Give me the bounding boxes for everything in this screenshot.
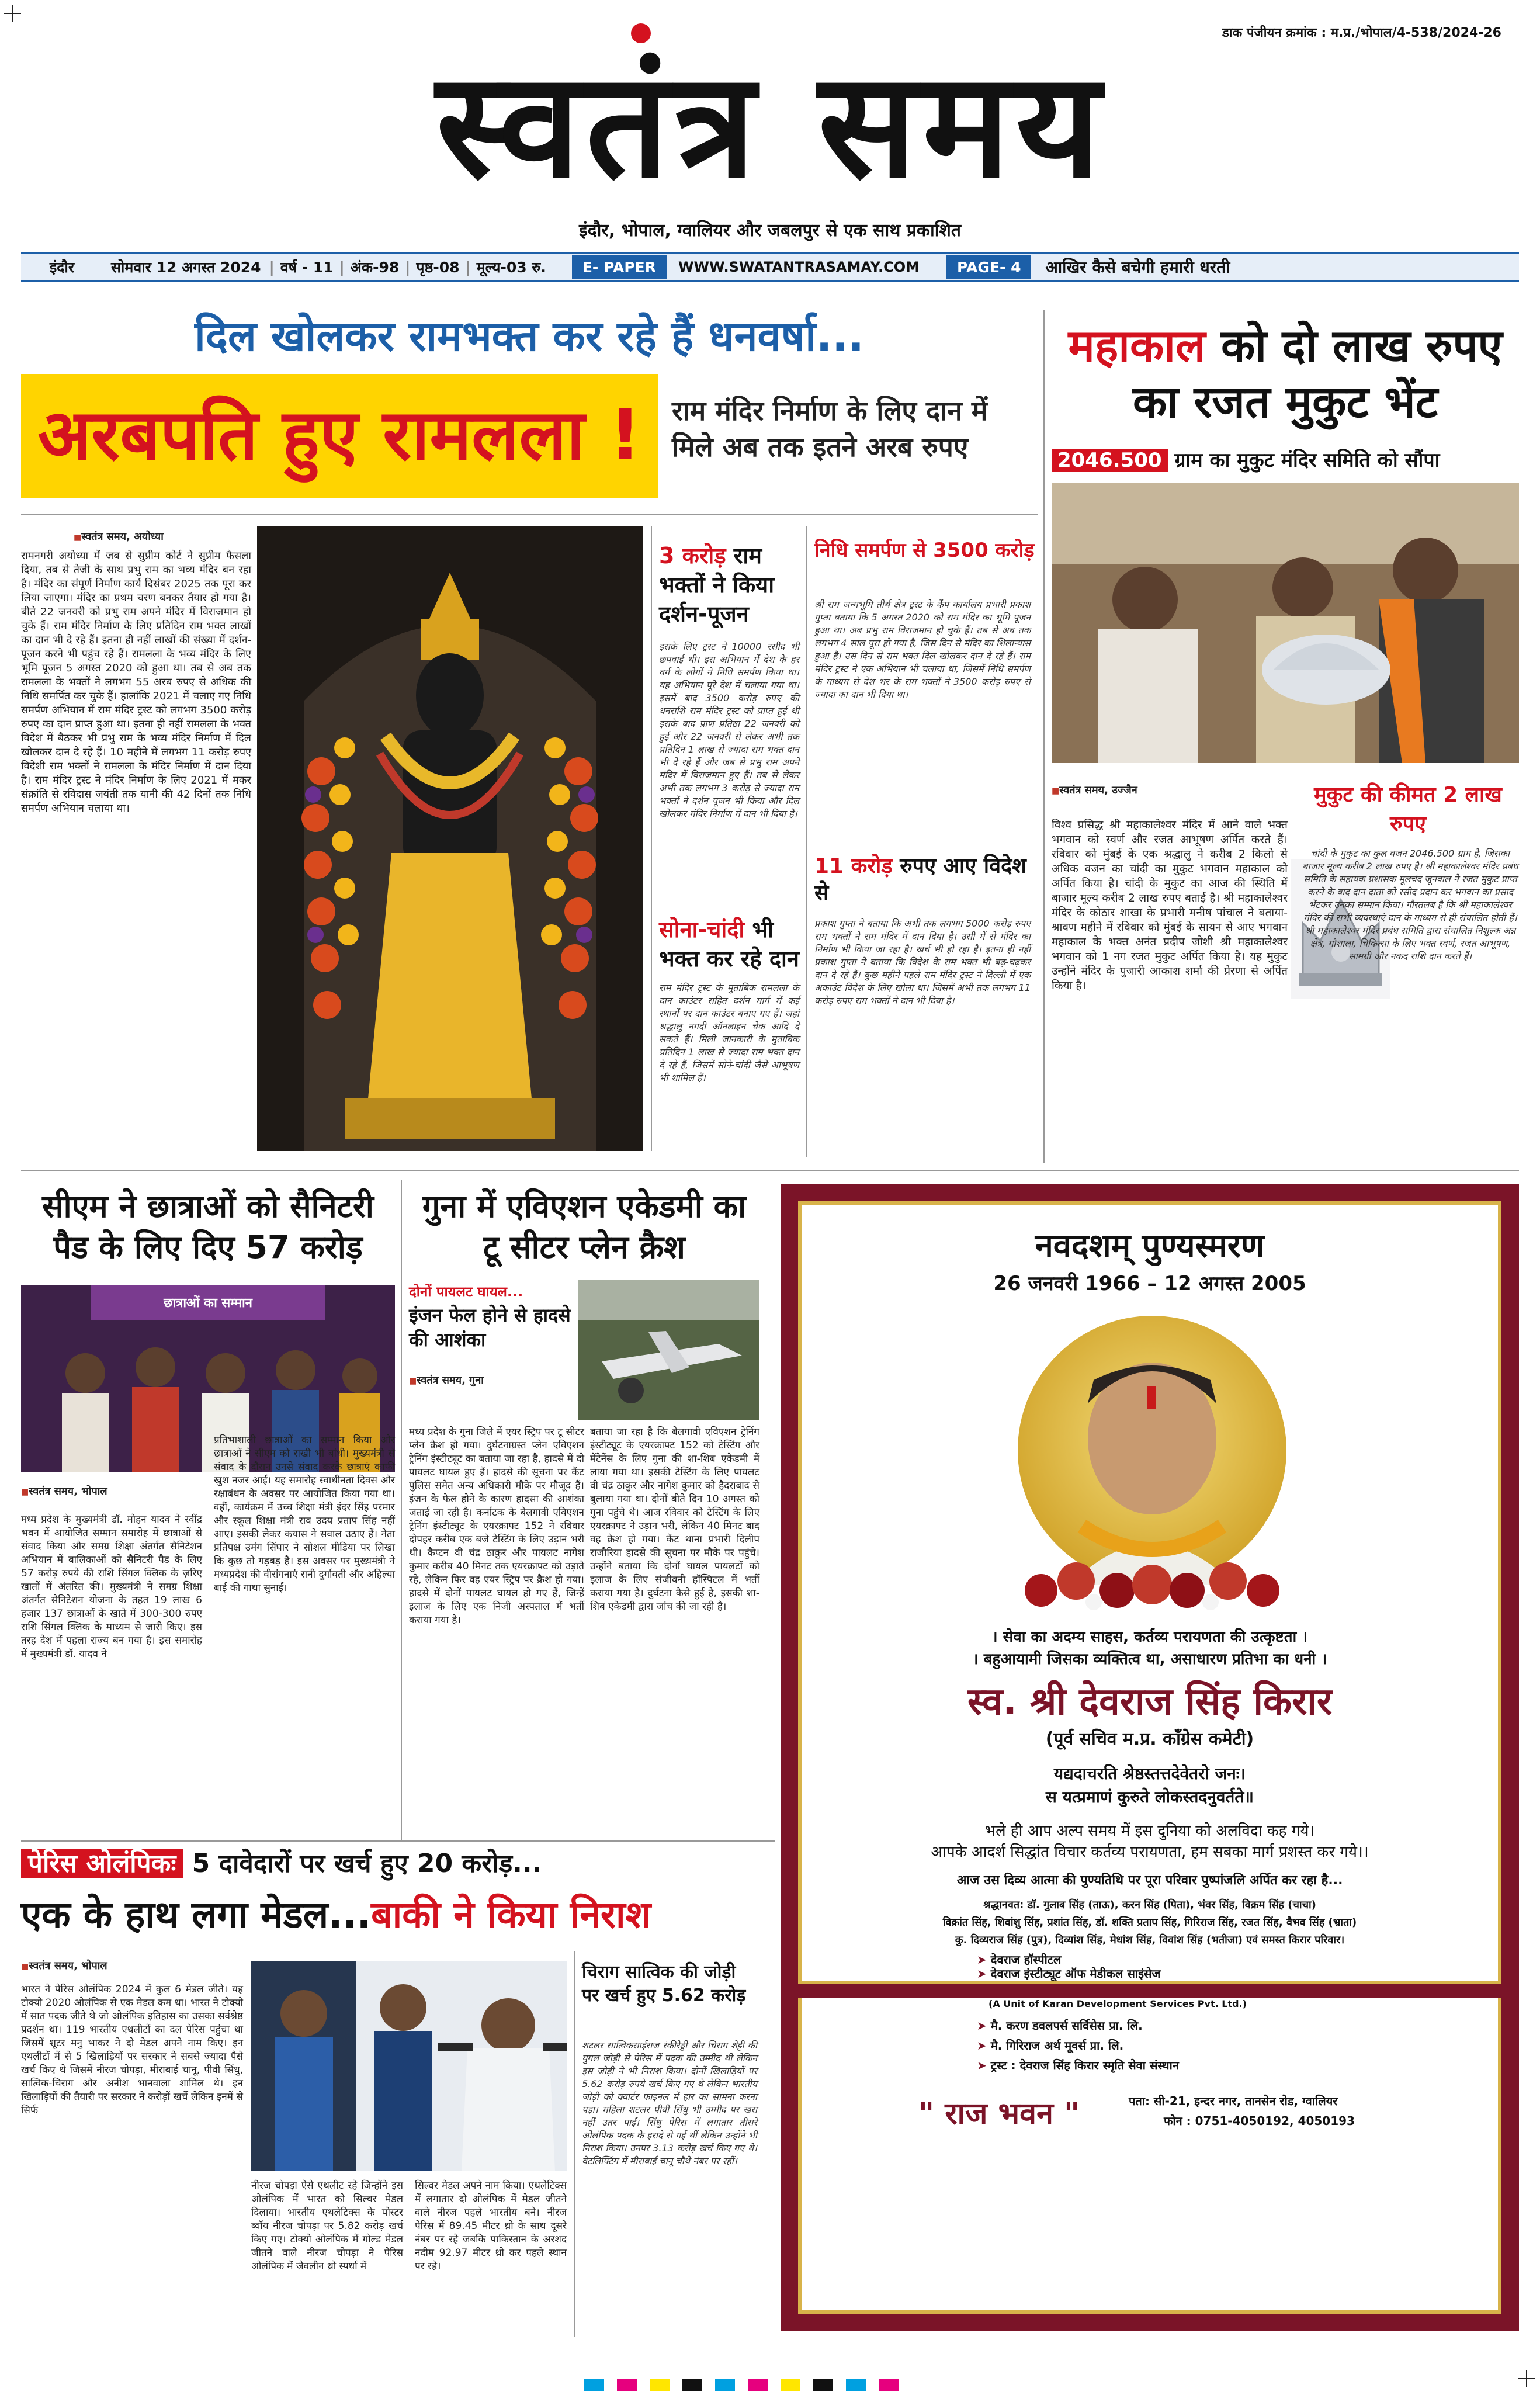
sub2-highlight: सोना-चांदी	[659, 917, 745, 942]
paris-kicker-b: 5 दावेदारों पर खर्च हुए 20 करोड़...	[183, 1849, 542, 1878]
epaper-badge[interactable]: E- PAPER	[572, 255, 667, 279]
memorial-title: नवदशम् पुण्यस्मरण	[1035, 1227, 1265, 1265]
guna-col1: मध्य प्रदेश के गुना जिले में एयर स्ट्रिप पर टू सीटर प्लेन क्रैश हो गया। दुर्घटनाग्रस्त प्लेन एविएशन ट्रेनिंग इंस्टीट्यूट का बताया जा रहा है, हादसे में दो पायलट घायल हुए हैं। हादसे की सूचना पर कैंट पुलिस समेत अन्य अधिकारी मौके पर मौजूद हैं। इंजन के फेल होने के कारण हादसा की आशंका जताई जा रही है। कर्नाटक के बेलगावी एविएशन ट्रेनिंग इंस्टीट्यूट के एयरक्राफ्ट 152 ने रविवार दोपहर करीब एक बजे टेस्टिंग के लिए उड़ान भरी थी। कैप्टन वी चंद्र ठाकुर और पायलट नागेश कुमार करीब 40 मिनट तक एयरक्राफ्ट को उड़ाते रहे, लेकिन फिर वह एयर स्ट्रिप पर क्रैश हो गया। हादसे में दोनों पायलट घायल हो गए हैं, जिन्हें इलाज के लिए एक निजी अस्पताल में भर्ती कराया गया है।	[409, 1426, 588, 1626]
institutions-list	[977, 1953, 1339, 1981]
divider	[21, 1840, 775, 1842]
ram-sub4-body: प्रकाश गुप्ता ने बताया कि अभी तक लगभग 5000 करोड़ रुपए राम भक्तों ने राम मंदिर में दान दिया है। उसी में से मंदिर का निर्माण भी किया जा रहा है। खर्च भी हो रहा है। इतना ही नहीं प्रकाश गुप्ता ने बताया कि विदेश के राम भक्त भी बढ़-चढ़कर दान दे रहे हैं। कुछ महीने पहले राम मंदिर ट्रस्ट ने दिल्ली में एक अकाउंट विदेश के लिए खोला था। जिसमें अभी तक लगभग 11 करोड़ रुपए राम भक्तों ने दान भी दिया है।	[814, 918, 1034, 1006]
ad-address: पता: सी-21, इन्दर नगर, तानसेन रोड, ग्वालियर	[1129, 2094, 1338, 2108]
institution-4: ➤ मै. गिरिराज अर्थ मूवर्स प्रा. लि.	[977, 2039, 1124, 2053]
memorial-name: स्व. श्री देवराज सिंह किरार	[967, 1680, 1333, 1724]
tribute-line-1: भले ही आप अल्प समय में इस दुनिया को अलविदा कह गये।	[984, 1822, 1315, 1840]
color-calibration-bar	[584, 2379, 993, 2392]
raj-bhavan-label: " राज भवन "	[918, 2096, 1080, 2131]
tribute-line-2: आपके आदर्श सिद्धांत विचार कर्तव्य परायणता, हम सबका मार्ग प्रशस्त कर गये।।	[931, 1843, 1369, 1861]
divider	[651, 526, 652, 1151]
sub4-highlight: 11 करोड़	[814, 854, 893, 878]
mahakal-headline-rest: को दो लाख रुपए का रजत मुकुट भेंट	[1132, 320, 1503, 428]
divider	[21, 514, 1038, 515]
cm-photo-banner: छात्राओं का सम्मान	[164, 1296, 252, 1311]
divider	[21, 1170, 1519, 1171]
website-link[interactable]: WWW.SWATANTRASAMAY.COM	[678, 259, 920, 275]
ad-phone: फोन : 0751-4050192, 4050193	[1164, 2114, 1355, 2128]
ram-col1: रामनगरी अयोध्या में जब से सुप्रीम कोर्ट ने सुप्रीम फैसला दिया, तब से तेजी के साथ प्रभु राम का भव्य मंदिर बन रहा है। मंदिर का संपूर्ण निर्माण कार्य दिसंबर 2025 तक पूरा कर लिया जाएगा। मंदिर का प्रथम चरण बनकर तैयार हो गया है। बीते 22 जनवरी को प्रभु राम अपने मंदिर में विराजमान हो चुके हैं। राम मंदिर निर्माण के लिए प्रतिदिन राम भक्त लाखों का दान भी दे रहे हैं। इतना ही नहीं लाखों की संख्या में दर्शन-पूजन करने भी पहुंच रहे हैं। रामलला के भव्य मंदिर के लिए भूमि पूजन 5 अगस्त 2020 को हुआ था। तब से अब तक रामलला के भक्तों ने लगभग 55 अरब रुपए से अधिक की निधि समर्पित कर चुके हैं। हालांकि 2021 में चलाए गए निधि समर्पण अभियान में राम मंदिर ट्रस्ट को लगभग 3500 करोड़ रुपए का दान प्राप्त हुआ था। इतना ही नहीं रामलला के भक्त विदेश में बैठकर भी प्रभु राम के भव्य मंदिर निर्माण में दिल खोलकर दान दे रहे हैं। 10 महीने में लगभग 11 करोड़ रुपए विदेशी राम भक्तों ने रामलला के मंदिर निर्माण में दान दिया है। राम मंदिर ट्रस्ट ने मंदिर निर्माण के लिए 2021 में मकर संक्रांति से रविदास जयंती तक यानी की 42 दिनों तक निधि समर्पण अभियान चलाया था।	[21, 550, 255, 814]
shloka-line-1: यद्यदाचरति श्रेष्ठस्तत्तदेवेतरो जनः।	[1053, 1764, 1246, 1783]
guna-headline: गुना में एविएशन एकेडमी का टू सीटर प्लेन क्रैश	[422, 1188, 747, 1266]
paris-headline	[21, 1891, 775, 1940]
page-badge[interactable]: PAGE- 4	[946, 255, 1031, 279]
cm-col1: मध्य प्रदेश के मुख्यमंत्री डॉ. मोहन यादव ने रवींद्र भवन में आयोजित सम्मान समारोह में छात्राओं से संवाद किया और समग्र शिक्षा अंतर्गत सैनिटेशन अभियान में बालिकाओं को सैनिटरी पैड के लिए 57 करोड़ रुपये की राशि सिंगल क्लिक के ज़रिए खातों में अंतरित की। मुख्यमंत्री ने समग्र शिक्षा अंतर्गत सैनिटेशन योजना के तहत 19 लाख 6 हजार 137 छात्राओं के खाते में 300-300 रुपए राशि सिंगल क्लिक के माध्यम से जारी किए। इस तरह देश में पहला राज्य बन गया है। इस समारोह में मुख्यमंत्री डॉ. यादव ने	[21, 1514, 206, 1660]
paris-col3: सिल्वर मेडल अपने नाम किया। एथलेटिक्स में लगातार दो ओलंपिक में मेडल जीतने वाले नीरज पहले भारतीय बने। नीरज पेरिस में 89.45 मीटर थ्रो के साथ दूसरे नंबर पर रहे जबकि पाकिस्तान के अरशद नदीम 92.97 मीटर थ्रो कर पहले स्थान पर रहे।	[415, 2180, 570, 2272]
institution-3: ➤ मै. करण डवलपर्स सर्विसेस प्रा. लि.	[977, 2019, 1143, 2033]
mahakal-body: विश्व प्रसिद्ध श्री महाकालेश्वर मंदिर में आने वाले भक्त भगवान को स्वर्ण और रजत आभूषण अर्पित करते हैं। रविवार को मुंबई के एक श्रद्धालु ने करीब 2 किलो से अधिक वजन का चांदी का मुकुट भगवान महाकाल को अर्पित किया है। चांदी के मुकुट का आज की स्थिति में बाजार मूल्य करीब 2 लाख रुपए बताई है। श्री महाकालेश्वर मंदिर के कोठार शाखा के प्रभारी मनीष पांचाल ने बताया- श्रावण महीने में रविवार को मुंबई के सायन से आए भगवान महाकाल के भक्त अनंत प्रदीप जोशी श्री महाकालेश्वर भगवान को 1 नग रजत मुकुट अर्पित किया है। यह मुकुट उन्होंने मंदिर के पुजारी आकाश शर्मा की प्रेरणा से अर्पित किया है।	[1052, 819, 1292, 992]
paris-kicker-a: पेरिस ओलंपिकः	[21, 1849, 183, 1878]
mahakal-headline	[1052, 318, 1519, 430]
sub1-rest: राम भक्तों ने किया दर्शन-पूजन	[659, 543, 775, 627]
institution-list-2	[977, 2016, 1351, 2075]
paris-kicker	[21, 1846, 775, 1881]
mourners-line-2: विक्रांत सिंह, शिवांशु सिंह, प्रशांत सिंह, डॉ. शक्ति प्रताप सिंह, गिरिराज सिंह, रजत सिंह, वैभव सिंह (भ्राता)	[942, 1916, 1357, 1929]
mahakal-price-body: चांदी के मुकुट का कुल वजन 2046.500 ग्राम है, जिसका बाजार मूल्य करीब 2 लाख रुपए है। श्री महाकालेश्वर मंदिर प्रबंध समिति के सहायक प्रशासक मूलचंद जूनवाल ने रजत मुकुट प्राप्त करने के बाद दान दाता को रसीद प्रदान कर भगवान का प्रसाद भेंटकर उनका सम्मान किया। गौरतलब है कि श्री महाकालेश्वर मंदिर की सभी व्यवस्थाएं दान के माध्यम से ही संचालित होती हैं। श्री महाकालेश्वर मंदिर प्रबंध समिति द्वारा संचालित निशुल्क अन्न क्षेत्र, गौशाला, चिकित्सा के लिए भक्त स्वर्ण, रजत आभूषण, सामग्री और नकद राशि दान करते हैं।	[1302, 848, 1521, 962]
ram-headline-box	[21, 374, 658, 498]
page-teaser: आखिर कैसे बचेगी हमारी धरती	[1045, 258, 1230, 277]
divider	[806, 526, 807, 1157]
mahakal-byline: ■ स्वतंत्र समय, उज्जैन	[1052, 783, 1137, 797]
ram-sub1-heading	[659, 541, 799, 629]
ram-sub1-body: इसके लिए ट्रस्ट ने 10000 रसीद भी छपवाई थी। इस अभियान में देश के हर वर्ग के लोगों ने निधि समर्पण किया था। यह अभियान पूरे देश में चलाया गया था। इसमें बाद 3500 करोड़ रुपए की धनराशि राम मंदिर ट्रस्ट को प्राप्त हुई थी इसके बाद प्राण प्रतिष्ठा 22 जनवरी को हुई और 22 जनवरी से लेकर अभी तक प्रतिदिन 1 लाख से ज्यादा राम भक्त दान भी दे रहे हैं और जब से प्रभु राम अपने मंदिर में विराजमान हुए हैं। तब से लेकर अभी तक लगभग 3 करोड़ से ज्यादा राम भक्तों ने दर्शन पूजन भी किया और दिल खोलकर मंदिर निर्माण में दान भी दिया है।	[659, 641, 803, 819]
ram-headline: अरबपति हुए रामलला !	[37, 395, 641, 476]
registration-mark	[4, 5, 21, 22]
guna-byline: ■ स्वतंत्र समय, गुना	[409, 1373, 484, 1387]
sub1-highlight: 3 करोड़	[659, 543, 726, 568]
cm-byline: ■ स्वतंत्र समय, भोपाल	[21, 1484, 107, 1498]
paris-side-body: शटलर सात्विकसाईराज रंकीरेड्डी और चिराग शेट्टी की युगल जोड़ी से पेरिस में पदक की उम्मीद थी लेकिन इस जोड़ी ने भी निराश किया। दोनों खिलाड़ियों पर 5.62 करोड़ रुपये खर्च किए गए थे लेकिन भारतीय जोड़ी को क्वार्टर फाइनल में हार का सामना करना पड़ा। महिला शटलर पीवी सिंधु भी उम्मीद पर खरा नहीं उतर पाईं। सिंधु पेरिस में लगातार तीसरे ओलंपिक पदक के इरादे से गई थीं लेकिन उन्होंने भी निराश किया। उनपर 3.13 करोड़ खर्च किए गए थे। वेटलिफ्टिंग में मीराबाई चानू चौथे नंबर पर रहीं।	[582, 2040, 761, 2166]
mahakal-weight: 2046.500	[1052, 449, 1168, 472]
memorial-quote-1: । सेवा का अदम्य साहस, कर्तव्य परायणता की उत्कृष्टता ।	[991, 1628, 1308, 1646]
paris-byline: ■ स्वतंत्र समय, भोपाल	[21, 1958, 107, 1972]
paris-headline-b: बाकी ने किया निराश	[371, 1894, 651, 1937]
issue-number: अंक-98	[350, 259, 400, 276]
plane-crash-photo	[578, 1280, 759, 1420]
mourners-line-3: कु. दिव्यराज सिंह (पुत्र), दिव्यांश सिंह, मेधांश सिंह, विवांश सिंह (भतीजा) एवं समस्त किरार परिवार।	[955, 1934, 1345, 1946]
page-count: पृष्ठ-08	[416, 259, 460, 276]
memorial-dates: 26 जनवरी 1966 – 12 अगस्त 2005	[993, 1272, 1306, 1295]
paris-headline-a: एक के हाथ लगा मेडल...	[21, 1894, 372, 1937]
postal-registration: डाक पंजीयन क्रमांक : म.प्र./भोपाल/4-538/2024-26	[1222, 26, 1501, 40]
shloka-line-2: स यत्प्रमाणं कुरुते लोकस्तदनुवर्तते॥	[1045, 1787, 1254, 1807]
sub4-rest: रुपए आए विदेश से	[814, 854, 1026, 905]
paris-col2: नीरज चोपड़ा ऐसे एथलीट रहे जिन्होंने इस ओलंपिक में भारत को सिल्वर मेडल दिलाया। भारतीय एथलेटिक्स के पोस्टर ब्वॉय नीरज चोपड़ा पर 5.82 करोड़ खर्च किए गए। टोक्यो ओलंपिक में गोल्ड मेडल जीतने वाले नीरज चोपड़ा ने पेरिस ओलंपिक में जैवलीन थ्रो स्पर्धा में	[251, 2180, 407, 2272]
issue-year: वर्ष - 11	[280, 259, 334, 276]
ram-sub3-heading: निधि समर्पण से 3500 करोड़	[814, 539, 1035, 562]
institution-2: ➤ देवराज इंस्टीट्यूट ऑफ मेडीकल साइंसेज	[977, 1967, 1161, 1981]
info-bar: इंदौर सोमवार 12 अगस्त 2024 | वर्ष - 11 | अंक-98 | पृष्ठ-08 | मूल्य-03 रु. E- PAPER WWW.SWATANTRASAMAY.COM PAGE- 4 आखिर कैसे बचेगी हमारी धरती	[21, 252, 1519, 282]
mahakal-price-title: मुकुट की कीमत 2 लाख रुपए	[1314, 783, 1502, 836]
mahakal-deck-rest: ग्राम का मुकुट मंदिर समिति को सौंपा	[1167, 449, 1440, 472]
memorial-quote-2: । बहुआयामी जिसका व्यक्तित्व था, असाधारण प्रतिभा का धनी ।	[972, 1651, 1327, 1668]
ram-sub4-heading	[814, 853, 1036, 907]
tribute-line-3: आज उस दिव्य आत्मा की पुण्यतिथि पर पूरा परिवार पुष्पांजलि अर्पित कर रहा है...	[956, 1873, 1343, 1888]
memorial-portrait-frame	[1018, 1316, 1286, 1585]
divider	[1043, 310, 1045, 1163]
ram-sub2-heading	[659, 915, 799, 973]
memorial-designation: (पूर्व सचिव म.प्र. कॉंग्रेस कमेटी)	[1045, 1729, 1254, 1749]
institution-5: ➤ ट्रस्ट : देवराज सिंह किरार स्मृति सेवा संस्थान	[977, 2058, 1179, 2072]
mahakal-highlight: महाकाल	[1068, 320, 1206, 372]
ram-byline: ■ स्वतंत्र समय, अयोध्या	[74, 529, 164, 543]
institution-sub: (A Unit of Karan Development Services Pvt. Ltd.)	[988, 1998, 1247, 2009]
ram-sub3-body: श्री राम जन्मभूमि तीर्थ क्षेत्र ट्रस्ट के कैंप कार्यालय प्रभारी प्रकाश गुप्ता बताया कि 5 अगस्त 2020 को राम मंदिर का भूमि पूजन हुआ था। अब प्रभु राम विराजमान हो चुके हैं। तब से अब तक लगभग 4 साल पूरा हो गया है, जिस दिन से मंदिर का शिलान्यास हुआ है। उस दिन से राम भक्त दिल खोलकर दान दे रहे हैं। राम मंदिर ट्रस्ट ने एक अभियान भी चलाया था, जिसमें निधि समर्पण के माध्यम से देश भर के राम भक्तों ने 3500 करोड़ रुपए से ज्यादा का दान भी दिया था।	[814, 599, 1034, 700]
flower-garland	[1012, 1555, 1292, 1614]
paris-col1: भारत ने पेरिस ओलंपिक 2024 में कुल 6 मेडल जीते। यह टोक्यो 2020 ओलंपिक से एक मेडल कम था। भारत ने टोक्यो में सात पदक जीते थे जो ओलंपिक इतिहास का उसका सर्वश्रेष्ठ प्रदर्शन था। 119 भारतीय एथलीटों का दल पेरिस पहुंचा था जिसमें शूटर मनु भाकर ने दो मेडल अपने नाम किए। इन एथलीटों में से 5 खिलाड़ियों पर सरकार ने सबसे ज्यादा पैसे खर्च किए थे जिसमें नीरज चोपड़ा, मीराबाई चानू, पीवी सिंधु, सात्विक-चिराग और अनीश भानवाला शामिल थे। इन खिलाड़ियों की तैयारी पर सरकार ने करोड़ों खर्चे लेकिन इनमें से सिर्फ	[21, 1984, 247, 2116]
mourners-line-1: श्रद्धानवत: डॉ. गुलाब सिंह (ताऊ), करन सिंह (पिता), भंवर सिंह, विक्रम सिंह (चाचा)	[983, 1899, 1316, 1911]
ram-lalla-photo	[257, 526, 643, 1151]
mahakal-photo	[1052, 483, 1519, 763]
ram-deck: राम मंदिर निर्माण के लिए दान में मिले अब तक इतने अरब रुपए	[672, 395, 988, 463]
issue-date: सोमवार 12 अगस्त 2024	[111, 259, 261, 276]
athletes-photo	[251, 1961, 567, 2171]
divider	[574, 1951, 575, 2337]
guna-deck: इंजन फेल होने से हादसे की आशंका	[409, 1304, 571, 1351]
divider	[401, 1180, 402, 1840]
price: मूल्य-03 रु.	[476, 259, 546, 276]
guna-col2: बताया जा रहा है कि बेलगावी एविएशन ट्रेनिंग इंस्टीट्यूट के एयरक्राफ्ट 152 को टेस्टिंग और मेंटेनेंस के लिए गुना की शा-शिब एकेडमी में लाया गया था। इसकी टेस्टिंग के लिए पायलट वी चंद्र ठाकुर और नागेश कुमार को हैदराबाद से बुलाया गया था। दोनों बीते दिन 10 अगस्त को गुना पहुंचे थे। आज रविवार को टेस्टिंग के लिए एयरक्राफ्ट ने उड़ान भरी, लेकिन 40 मिनट बाद वह क्रैश हो गया। कैंट थाना प्रभारी दिलीप राजौरिया हादसे की सूचना पर मौके पर पहुंचे। उन्होंने बताया कि दोनों घायल पायलटों को इलाज के लिए संजीवनी हॉस्पिटल में भर्ती कराया गया है। दुर्घटना कैसे हुई है, इसकी शा-शिब एकेडमी द्वारा जांच की जा रही है।	[590, 1426, 763, 1613]
cm-col2: प्रतिभाशाली छात्राओं का सम्मान किया और छात्राओं ने सीएम को राखी भी बांधी। मुख्यमंत्री से संवाद के दौरान उनसे संवाद करके छात्राएं काफी खुश नजर आईं। यह समारोह स्वाधीनता दिवस और रक्षाबंधन के अवसर पर आयोजित किया गया था। वहीं, कार्यक्रम में उच्च शिक्षा मंत्री इंदर सिंह परमार और स्कूल शिक्षा मंत्री राव उदय प्रताप सिंह नहीं आए। इसकी लेकर कयास ने सवाल उठाए हैं। नेता प्रतिपक्ष उमंग सिंघार ने सोशल मीडिया पर लिखा कि कुछ तो गड़बड़ है। इस अवसर पर मुख्यमंत्री ने मध्यप्रदेश की वीरांगनाएं रानी दुर्गावती और अहिल्या बाई की गाथा सुनाईं।	[214, 1434, 398, 1594]
institution-1: ➤ देवराज हॉस्पीटल	[977, 1953, 1062, 1967]
guna-kicker: दोनों पायलट घायल...	[409, 1284, 523, 1300]
ram-kicker: दिल खोलकर रामभक्त कर रहे हैं धनवर्षा...	[195, 311, 864, 360]
ram-sub2-body: राम मंदिर ट्रस्ट के मुताबिक रामलला के दान काउंटर सहित दर्शन मार्ग में कई स्थानों पर दान काउंटर बनाए गए हैं। जहां श्रद्धालु नगदी ऑनलाइन चेक आदि दे सकते हैं। मिली जानकारी के मुताबिक प्रतिदिन 1 लाख से ज्यादा राम भक्त दान दे रहे हैं, जिसमें सोने-चांदी जैसे आभूषण भी शामिल हैं।	[659, 982, 803, 1083]
paris-side-title: चिराग सात्विक की जोड़ी पर खर्च हुए 5.62 करोड़	[582, 1962, 746, 2006]
newspaper-title: स्वतंत्र समय	[436, 40, 1107, 210]
registration-mark	[1518, 2370, 1535, 2387]
sub2-rest: भी भक्त कर रहे दान	[659, 917, 799, 972]
mahakal-deck	[1052, 445, 1519, 476]
masthead-tagline: इंदौर, भोपाल, ग्वालियर और जबलपुर से एक साथ प्रकाशित	[579, 220, 961, 241]
memorial-ad	[781, 1184, 1519, 2002]
edition-city: इंदौर	[49, 259, 75, 276]
cm-headline: सीएम ने छात्राओं को सैनिटरी पैड के लिए दिए 57 करोड़	[42, 1188, 374, 1266]
memorial-ad-lower	[781, 1998, 1519, 2331]
